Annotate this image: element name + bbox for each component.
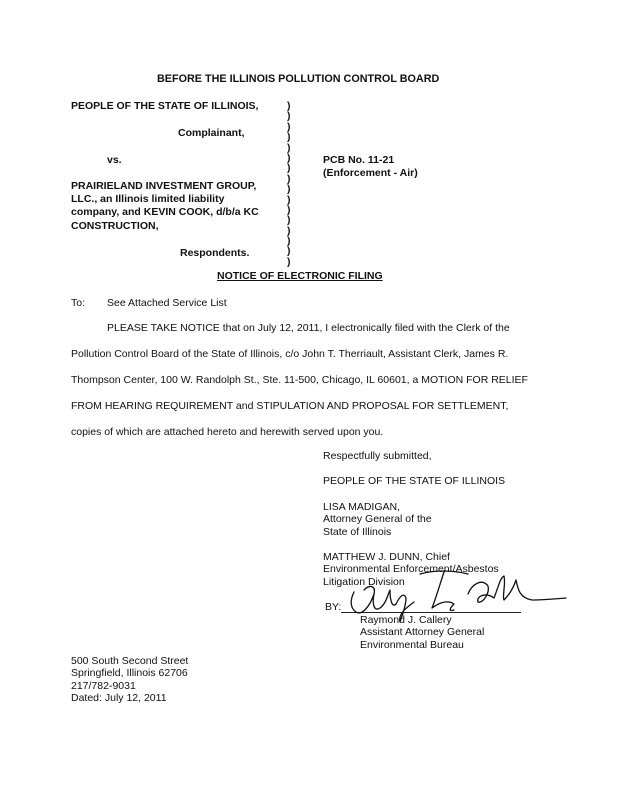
by-label: BY: xyxy=(325,601,342,613)
respondent-block xyxy=(71,180,259,233)
signer-block xyxy=(360,614,484,651)
address-line: 500 South Second Street xyxy=(71,655,189,667)
versus-label: vs. xyxy=(107,154,122,166)
respondent-line: company, and KEVIN COOK, d/b/a KC xyxy=(71,206,259,219)
signer-bureau: Environmental Bureau xyxy=(360,638,464,651)
paren-mark: ) xyxy=(287,193,291,206)
paren-mark: ) xyxy=(287,100,291,112)
ag-line: LISA MADIGAN, xyxy=(323,501,401,513)
respondents-label: Respondents. xyxy=(180,247,250,259)
body-line: FROM HEARING REQUIREMENT and STIPULATION AND PROPOSAL FOR SETTLEMENT, xyxy=(71,400,509,412)
body-line: Pollution Control Board of the State of Illinois, c/o John T. Therriault, Assistant Clerk, James R. xyxy=(71,348,509,360)
caption-paren-column xyxy=(287,101,291,267)
to-label: To: xyxy=(71,297,86,309)
chief-line: Environmental Enforcement/Asbestos xyxy=(323,563,499,576)
attorney-general-block xyxy=(323,501,432,538)
paren-mark: ) xyxy=(287,214,291,227)
case-block xyxy=(323,154,418,180)
closing: Respectfully submitted, xyxy=(323,450,432,462)
notice-title: NOTICE OF ELECTRONIC FILING xyxy=(217,270,383,282)
paren-mark: ) xyxy=(287,151,291,164)
respondent-line: LLC., an Illinois limited liability xyxy=(71,193,225,206)
body-line: PLEASE TAKE NOTICE that on July 12, 2011, I electronically filed with the Clerk of the xyxy=(107,322,510,334)
paren-mark: ) xyxy=(287,183,291,196)
paren-mark: ) xyxy=(287,203,291,216)
address-line: Dated: July 12, 2011 xyxy=(71,692,167,705)
paren-mark: ) xyxy=(287,162,291,175)
paren-mark: ) xyxy=(287,224,291,237)
ag-line: State of Illinois xyxy=(323,525,392,538)
address-line: 217/782-9031 xyxy=(71,679,136,692)
address-line: Springfield, Illinois 62706 xyxy=(71,667,188,680)
signer-title: Assistant Attorney General xyxy=(360,626,485,639)
body-line: Thompson Center, 100 W. Randolph St., Ste. 11-500, Chicago, IL 60601, a MOTION FOR RELIEF xyxy=(71,374,528,386)
paren-mark: ) xyxy=(287,172,291,185)
complainant-label: Complainant, xyxy=(178,127,245,139)
paren-mark: ) xyxy=(287,245,291,258)
paren-mark: ) xyxy=(287,255,291,268)
paren-mark: ) xyxy=(287,141,291,154)
case-number: PCB No. 11-21 xyxy=(323,154,395,166)
paren-mark: ) xyxy=(287,110,291,123)
plaintiff-name: PEOPLE OF THE STATE OF ILLINOIS, xyxy=(71,100,259,112)
to-value: See Attached Service List xyxy=(107,297,227,309)
case-type: (Enforcement - Air) xyxy=(323,167,418,179)
respondent-line: PRAIRIELAND INVESTMENT GROUP, xyxy=(71,180,257,192)
paren-mark: ) xyxy=(287,131,291,144)
board-title: BEFORE THE ILLINOIS POLLUTION CONTROL BOARD xyxy=(157,73,440,85)
party-name: PEOPLE OF THE STATE OF ILLINOIS xyxy=(323,475,506,487)
chief-line: MATTHEW J. DUNN, Chief xyxy=(323,551,450,563)
paren-mark: ) xyxy=(287,235,291,248)
respondent-line: CONSTRUCTION, xyxy=(71,219,159,232)
paren-mark: ) xyxy=(287,120,291,133)
signer-name: Raymond J. Callery xyxy=(360,614,452,626)
address-block xyxy=(71,655,188,705)
chief-line: Litigation Division xyxy=(323,575,405,588)
body-line: copies of which are attached hereto and herewith served upon you. xyxy=(71,426,384,438)
ag-line: Attorney General of the xyxy=(323,513,432,526)
